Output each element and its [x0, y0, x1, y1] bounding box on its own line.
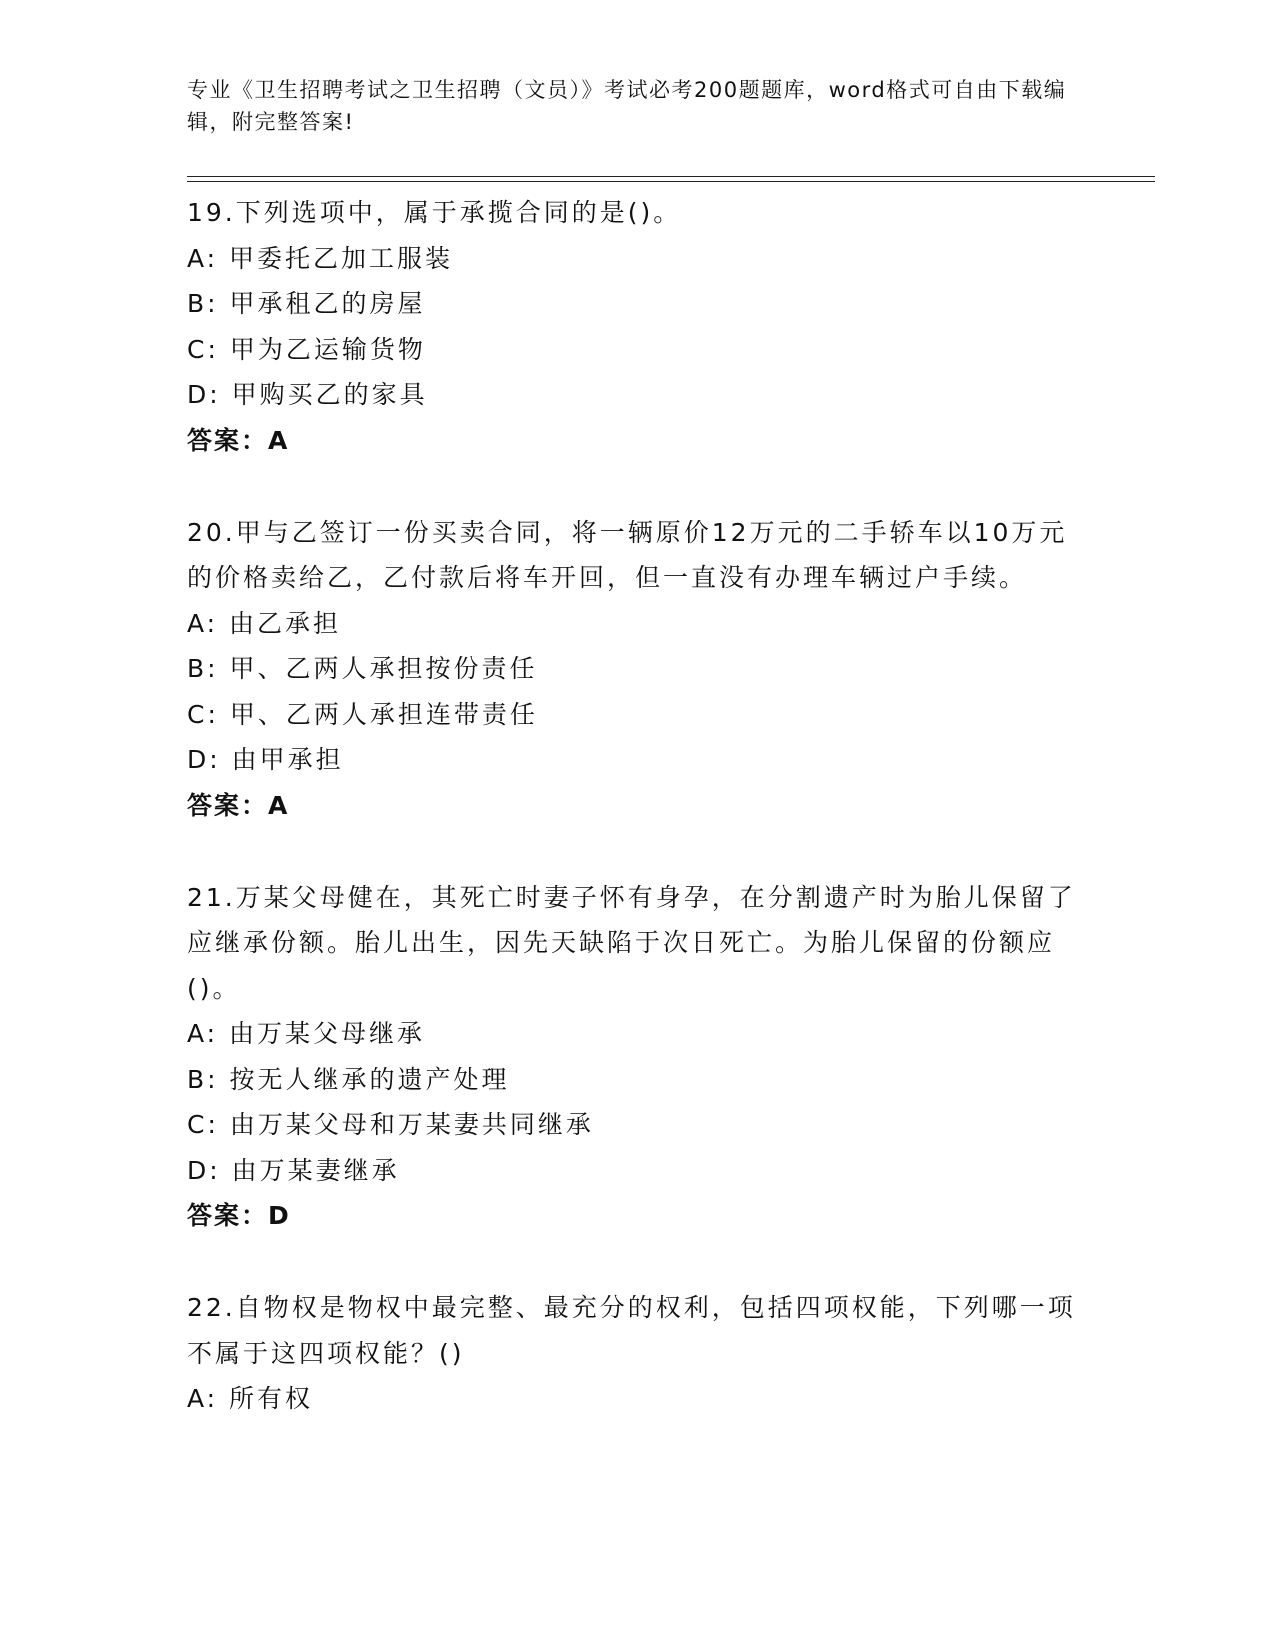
option-b: B: 甲承租乙的房屋	[187, 289, 426, 318]
option-c: C: 甲为乙运输货物	[187, 334, 426, 364]
question-22	[187, 1285, 1087, 1422]
option-b: B: 甲、乙两人承担按份责任	[187, 654, 538, 683]
question-20	[187, 510, 1087, 829]
option-b: B: 按无人继承的遗产处理	[187, 1064, 510, 1094]
header-divider-top	[187, 176, 1155, 177]
option-a: A: 由万某父母继承	[187, 1019, 426, 1048]
option-a: A: 所有权	[187, 1384, 314, 1413]
answer-line: 答案：D	[187, 1201, 291, 1230]
question-stem: 20.甲与乙签订一份买卖合同，将一辆原价12万元的二手轿车以10万元的价格卖给乙，乙付款后将车开回，但一直没有办理车辆过户手续。	[187, 517, 1068, 592]
option-d: D: 由甲承担	[187, 745, 344, 774]
document-header: 专业《卫生招聘考试之卫生招聘（文员）》考试必考200题题库，word格式可自由下载编辑，附完整答案!	[187, 78, 1067, 134]
option-d: D: 由万某妻继承	[187, 1155, 400, 1185]
option-c: C: 甲、乙两人承担连带责任	[187, 699, 538, 729]
question-stem: 19.下列选项中，属于承揽合同的是()。	[187, 198, 682, 227]
answer-line: 答案：A	[187, 425, 290, 455]
question-21	[187, 875, 1087, 1240]
question-stem: 21.万某父母健在，其死亡时妻子怀有身孕，在分割遗产时为胎儿保留了应继承份额。胎儿出生，因先天缺陷于次日死亡。为胎儿保留的份额应()。	[187, 882, 1076, 1003]
question-list	[187, 190, 1087, 1468]
question-19	[187, 190, 1087, 464]
option-d: D: 甲购买乙的家具	[187, 380, 428, 409]
question-stem: 22.自物权是物权中最完整、最充分的权利，包括四项权能，下列哪一项不属于这四项权能？()	[187, 1293, 1076, 1368]
option-c: C: 由万某父母和万某妻共同继承	[187, 1110, 594, 1139]
answer-line: 答案：A	[187, 790, 290, 820]
option-a: A: 由乙承担	[187, 608, 342, 638]
header-divider-bottom	[187, 181, 1155, 182]
option-a: A: 甲委托乙加工服装	[187, 243, 454, 273]
